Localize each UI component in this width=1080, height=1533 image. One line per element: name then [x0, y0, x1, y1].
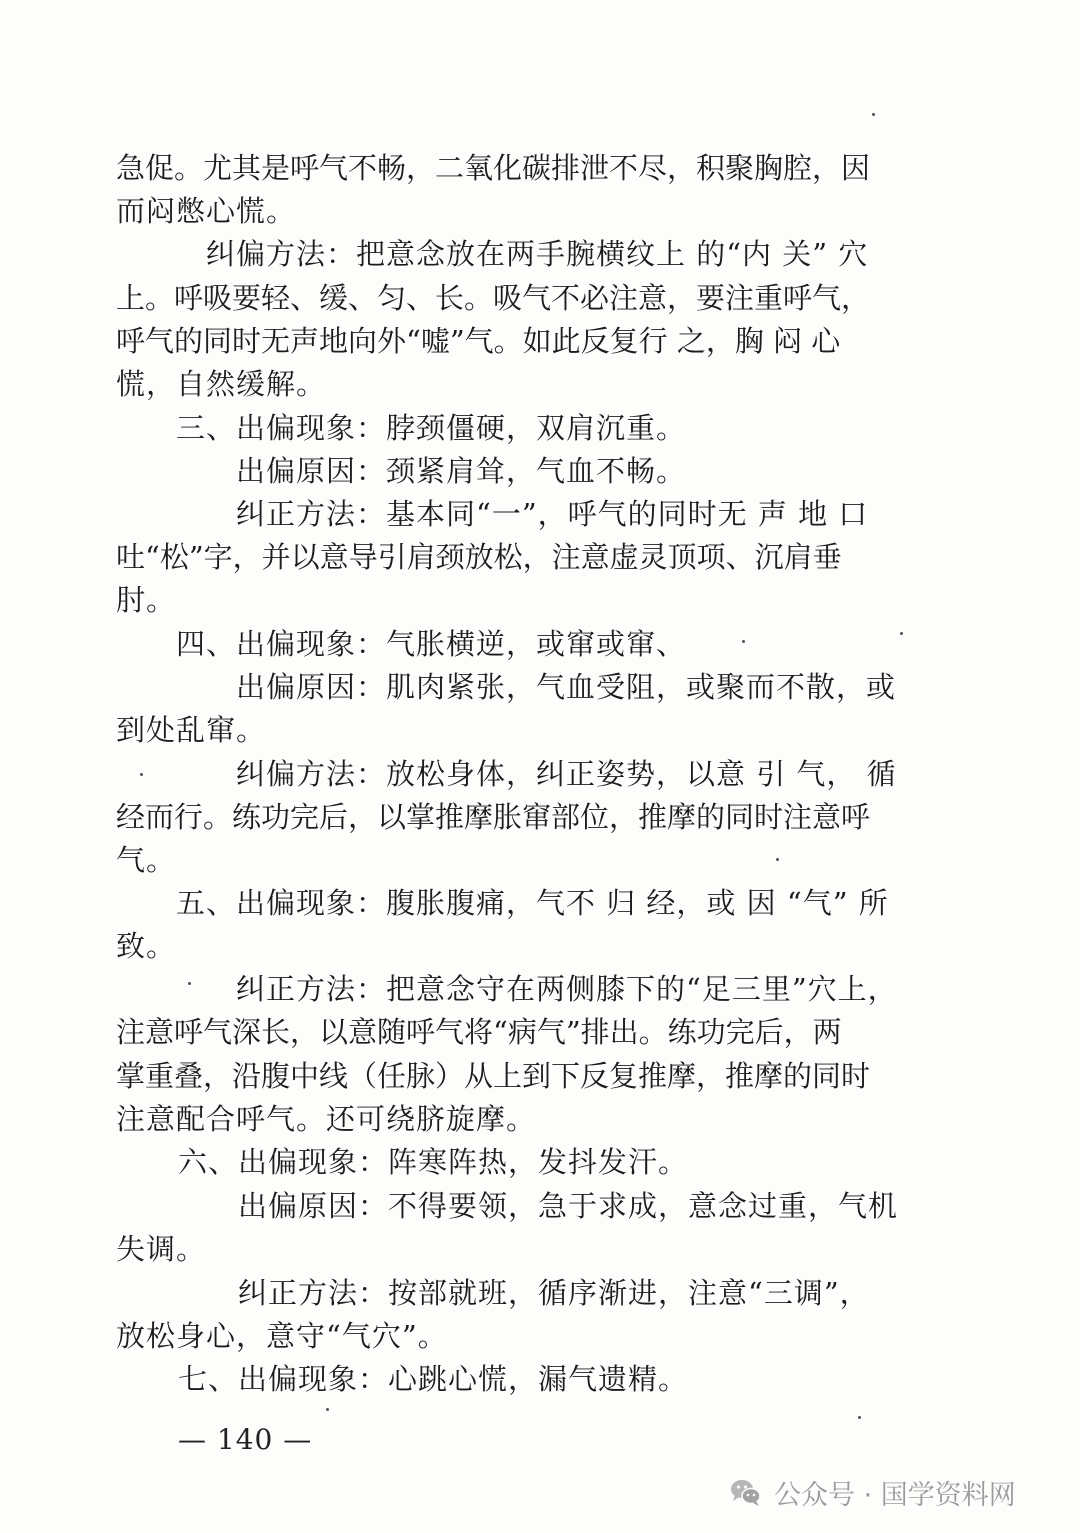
text-line: 出偏原因：不得要领，急于求成，意念过重，气机	[238, 1189, 899, 1223]
scan-speck	[742, 640, 745, 643]
text-line: 三、出偏现象：脖颈僵硬，双肩沉重。	[176, 411, 687, 445]
text-line: 六、出偏现象：阵寒阵热，发抖发汗。	[178, 1145, 689, 1179]
text-line: 失调。	[116, 1232, 207, 1266]
watermark	[728, 1472, 1016, 1512]
watermark-text: 公众号 · 国学资料网	[774, 1479, 1016, 1511]
scan-speck	[776, 858, 779, 861]
text-line: 四、出偏现象：气胀横逆，或窜或窜、	[176, 627, 687, 661]
text-line: 七、出偏现象：心跳心慌，漏气遗精。	[178, 1362, 689, 1396]
text-line: 肘。	[116, 583, 177, 617]
text-line: 注意配合呼气。还可绕脐旋摩。	[116, 1102, 537, 1136]
text-line: 注意呼气深长，以意随呼气将“病气”排出。练功完后，两	[116, 1015, 842, 1049]
wechat-icon	[728, 1474, 764, 1510]
text-line: 纠偏方法：放松身体，纠正姿势，以意 引 气， 循	[236, 757, 897, 791]
text-line: 而闷憋心慌。	[116, 194, 297, 228]
text-line: 纠正方法：把意念守在两侧膝下的“足三里”穴上，	[236, 972, 898, 1006]
text-line: 气。	[116, 843, 177, 877]
text-line: 出偏原因：颈紧肩耸，气血不畅。	[236, 454, 687, 488]
text-line: 出偏原因：肌肉紧张，气血受阻，或聚而不散，或	[236, 670, 897, 704]
scan-speck	[872, 113, 875, 116]
scan-speck	[858, 1416, 861, 1419]
scan-speck	[188, 982, 191, 985]
text-line: 经而行。练功完后，以掌推摩胀窜部位，推摩的同时注意呼	[116, 800, 871, 834]
text-line: 上。呼吸要轻、缓、匀、长。吸气不必注意，要注重呼气，	[116, 281, 871, 315]
text-line: 致。	[116, 929, 177, 963]
scan-speck	[900, 632, 903, 635]
text-line: 纠偏方法：把意念放在两手腕横纹上 的“内 关” 穴	[206, 237, 869, 271]
text-line: 纠正方法：基本同“一”，呼气的同时无 声 地 口	[236, 497, 869, 531]
text-line: 纠正方法：按部就班，循序渐进，注意“三调”，	[238, 1276, 870, 1310]
text-line: 吐“松”字，并以意导引肩颈放松，注意虚灵顶项、沉肩垂	[116, 540, 842, 574]
text-line: 放松身心，意守“气穴”。	[116, 1319, 448, 1353]
page-number: — 140 —	[178, 1423, 313, 1456]
scan-speck	[140, 773, 143, 776]
text-line: 五、出偏现象：腹胀腹痛，气不 归 经，或 因 “气” 所	[176, 886, 889, 920]
text-line: 慌，自然缓解。	[116, 367, 327, 401]
scan-speck	[326, 1408, 329, 1411]
text-line: 急促。尤其是呼气不畅，二氧化碳排泄不尽，积聚胸腔，因	[116, 151, 871, 185]
text-line: 到处乱窜。	[116, 713, 267, 747]
text-line: 掌重叠，沿腹中线（任脉）从上到下反复推摩，推摩的同时	[116, 1059, 871, 1093]
text-line: 呼气的同时无声地向外“嘘”气。如此反复行 之，胸 闷 心	[116, 324, 841, 358]
